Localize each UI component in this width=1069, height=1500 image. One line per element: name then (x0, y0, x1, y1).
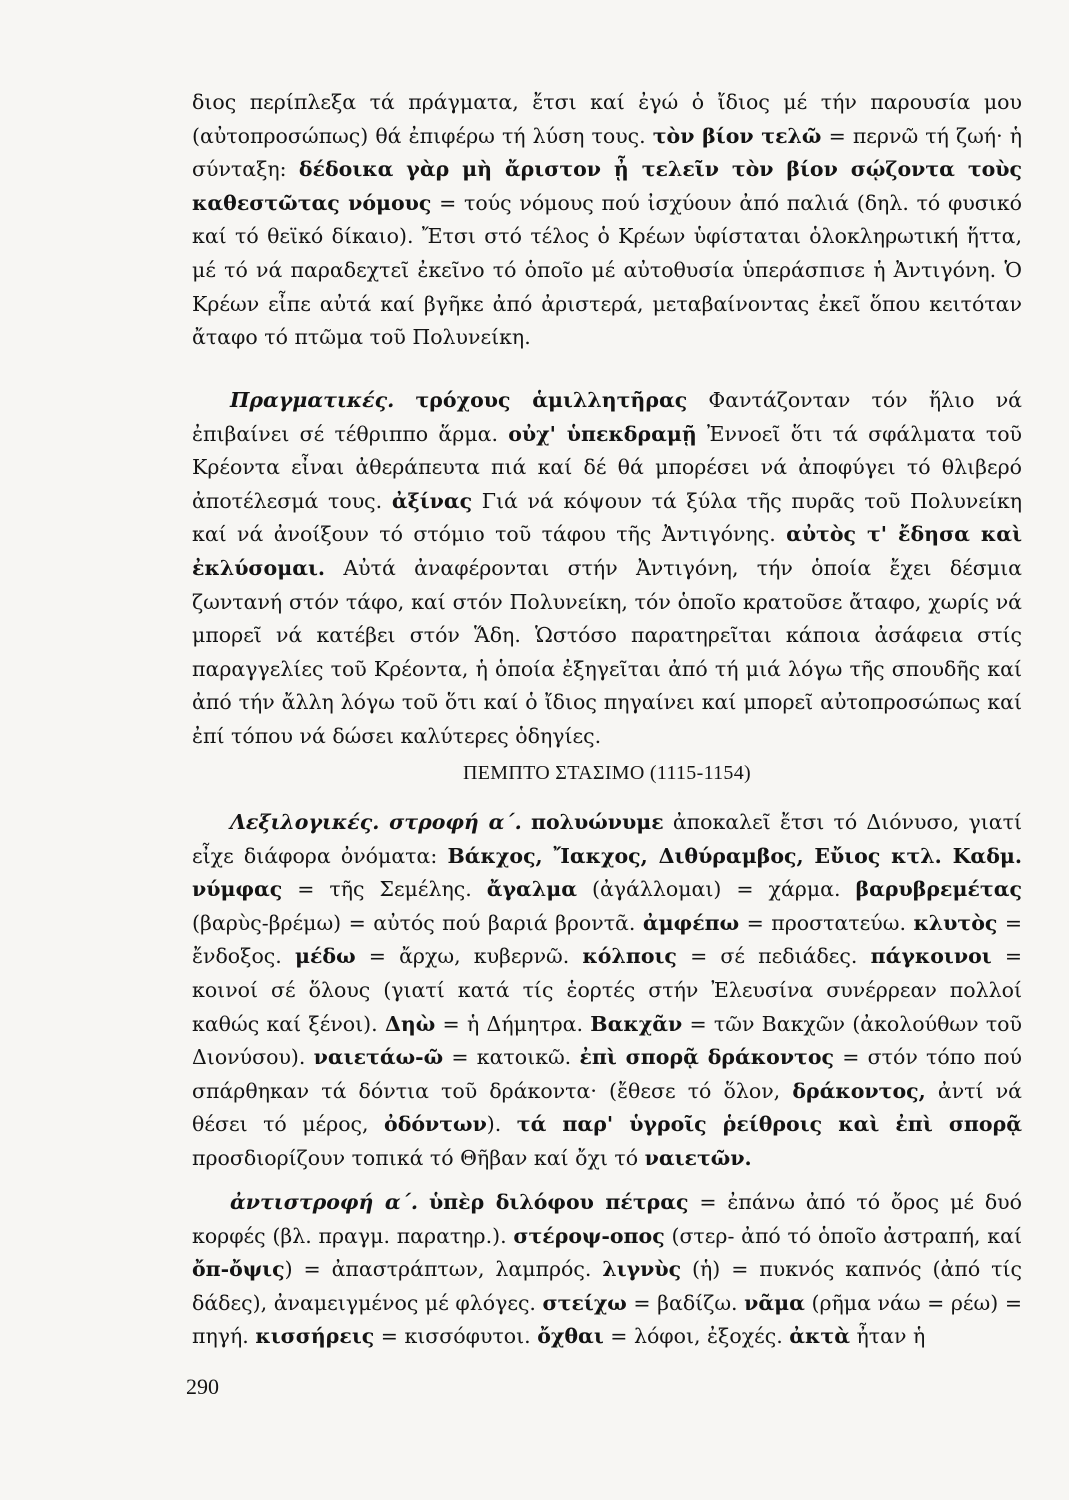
lemma-term: κόλποις (582, 944, 677, 969)
lemma-term: ὀδόντων (384, 1112, 487, 1137)
lemma-term: στέροψ-οπος (513, 1223, 665, 1248)
gloss-text: = ἄρχω, κυβερνῶ. (355, 944, 583, 969)
lemma-term: τρόχους ἁμιλλητῆρας (415, 388, 688, 412)
lemma-term: κλυτὸς (913, 910, 998, 935)
gloss-text: = στόν τόπο πού σπάρθηκαν τά δόντια τοῦ δράκοντα· (ἔθεσε τό ὅλον, (192, 1045, 1023, 1103)
gloss-text (394, 388, 415, 412)
gloss-text: = λόφοι, ἐξοχές. (603, 1324, 790, 1349)
lemma-term: ἐπὶ σπορᾷ δράκοντος (579, 1045, 835, 1070)
gloss-text: = τούς νόμους πού ἰσχύουν ἀπό παλιά (δηλ. τό φυσικό καί τό θεϊκό δίκαιο). Ἔτσι στό τέλος ὁ Κρέων ὑφίσταται ὁλοκληρωτική ἥττα, μέ τό νά παραδεχτεῖ ἐκεῖνο τό ὁποῖο μέ αὐτοθυσία ὑπεράσπισε ἡ Ἀντιγόνη. Ὁ Κρέων εἶπε αὐτά καί βγῆκε ἀπό ἀριστερά, μεταβαίνοντας ἐκεῖ ὅπου κειτόταν ἄταφο τό πτῶμα τοῦ Πολυνείκη. (192, 190, 1022, 350)
gloss-text: = τῶν Βακχῶν (ἀκολούθων τοῦ Διονύσου). (192, 1011, 1022, 1070)
gloss-text: (ρῆμα νάω = ρέω) = πηγή. (192, 1290, 1022, 1349)
section-label: ἀντιστροφή α΄. (230, 1190, 419, 1214)
lemma-term: νᾶμα (744, 1290, 805, 1315)
lemma-term: ἄγαλμα (486, 877, 577, 902)
gloss-text: = ἐπάνω ἀπό τό ὄρος μέ δυό κορφές (βλ. πραγμ. παρατηρ.). (192, 1190, 1022, 1248)
gloss-text: = προστατεύω. (739, 910, 914, 935)
lemma-term: ὄπ-ὄψις (192, 1257, 285, 1282)
section-heading: ΠΕΜΠΤΟ ΣΤΑΣΙΜΟ (1115-1154) (463, 762, 751, 784)
paragraph-pragmatikes (192, 384, 1022, 754)
lemma-term: ναιετάω-ῶ (313, 1045, 444, 1070)
lemma-term: ναιετῶν. (644, 1145, 752, 1170)
lemma-term: ἀμφέπω (642, 910, 740, 935)
section-label: Λεξιλογικές. στροφή α΄. (230, 810, 522, 834)
lemma-term: οὐχ' ὑπεκδραμῇ (508, 421, 697, 446)
gloss-text: (στερ- ἀπό τό ὁποῖο ἀστραπή, καί (664, 1223, 1023, 1248)
gloss-text: διος περίπλεξα τά πράγματα, ἔτσι καί ἐγώ ὁ ἴδιος μέ τήν παρουσία μου (αὐτοπροσώπως) θά ἐπιφέρω τή λύση τους. (192, 90, 1022, 148)
lemma-term: Βάκχος, Ἴακχος, Διθύραμβος, Εὔιος κτλ. Καδμ. νύμφας (192, 843, 1023, 902)
gloss-text: ). (486, 1112, 517, 1137)
gloss-text: = κισσόφυτοι. (374, 1324, 538, 1349)
gloss-text: = κατοικῶ. (443, 1045, 580, 1070)
lemma-term: Βακχᾶν (590, 1011, 683, 1036)
lemma-term: τά παρ' ὑγροῖς ῥείθροις καὶ ἐπὶ σπορᾷ (516, 1112, 1023, 1137)
lemma-term: πολυώνυμε (530, 810, 664, 834)
lemma-term: μέδω (294, 944, 356, 969)
gloss-text: = ἡ Δήμητρα. (435, 1011, 591, 1036)
gloss-text: (ἡ) = πυκνός καπνός (ἀπό τίς δάδες), ἀναμειγμένος μέ φλόγες. (192, 1257, 1022, 1315)
gloss-text (522, 810, 531, 834)
gloss-text (418, 1190, 429, 1214)
gloss-text: ἀποκαλεῖ ἔτσι τό Διόνυσο, γιατί εἶχε διάφορα ὀνόματα: (192, 810, 1022, 868)
gloss-text: (ἀγάλλομαι) = χάρμα. (577, 877, 856, 902)
lemma-term: αὐτὸς τ' ἔδησα καὶ ἐκλύσομαι. (192, 522, 1022, 580)
gloss-text: ἀντί νά θέσει τό μέρος, (192, 1078, 1022, 1137)
lemma-term: δράκοντος, (792, 1078, 926, 1103)
gloss-text: ἦταν ἡ (849, 1324, 926, 1349)
gloss-text: = περνῶ τή ζωή· ἡ σύνταξη: (192, 123, 1022, 182)
lemma-term: ἀκτὰ (789, 1324, 850, 1349)
lemma-term: στείχω (542, 1290, 627, 1315)
lemma-term: δέδοικα γὰρ μὴ ἄριστον ᾖ τελεῖν τὸν βίον σῴζοντα τοὺς καθεστῶτας νόμους (192, 157, 1023, 215)
gloss-text: Γιά νά κόψουν τά ξύλα τῆς πυρᾶς τοῦ Πολυνείκη καί νά ἀνοίξουν τό στόμιο τοῦ τάφου τῆς Ἀντιγόνης. (192, 488, 1022, 547)
lemma-term: πάγκοινοι (870, 944, 992, 969)
gloss-text: = τῆς Σεμέλης. (282, 877, 487, 902)
gloss-text: Ἐννοεῖ ὅτι τά σφάλματα τοῦ Κρέοντα εἶναι ἀθεράπευτα πιά καί δέ θά μπορέσει νά ἀποφύγει τό θλιβερό ἀποτέλεσμά τους. (192, 421, 1023, 513)
lemma-term: ὑπὲρ διλόφου πέτρας (428, 1190, 689, 1214)
gloss-text: ) = ἀπαστράπτων, λαμπρός. (284, 1257, 603, 1282)
gloss-text: = βαδίζω. (626, 1290, 745, 1315)
lemma-term: λιγνὺς (602, 1257, 682, 1282)
gloss-text: Αὐτά ἀναφέρονται στήν Ἀντιγόνη, τήν ὁποία ἔχει δέσμια ζωντανή στόν τάφο, καί στόν Πολυνείκη, τόν ὁποῖο κρατοῦσε ἄταφο, χωρίς νά μπορεῖ νά κατέβει στόν Ἅδη. Ὡστόσο παρατηρεῖται κάποια ἀσάφεια στίς παραγγελίες τοῦ Κρέοντα, ἡ ὁποία ἐξηγεῖται ἀπό τή μιά λόγω τῆς σπουδῆς καί ἀπό τήν ἄλλη λόγω τοῦ ὅτι καί ὁ ἴδιος πηγαίνει καί μπορεῖ αὐτοπροσώπως καί ἐπί τόπου νά δώσει καλύτερες ὁδηγίες. (192, 555, 1022, 748)
gloss-text: (βαρὺς-βρέμω) = αὐτός πού βαριά βροντᾶ. (192, 910, 643, 935)
gloss-text: προσδιορίζουν τοπικά τό Θῆβαν καί ὄχι τό (192, 1145, 645, 1170)
section-label: Πραγματικές. (230, 388, 395, 412)
gloss-text: = σέ πεδιάδες. (676, 944, 871, 969)
lemma-term: ἀξίνας (391, 488, 473, 513)
lemma-term: βαρυβρεμέτας (855, 877, 1022, 902)
gloss-text: = ἔνδοξος. (192, 910, 1022, 969)
paragraph-lexilogikes-strophe (192, 806, 1022, 1176)
lemma-term: Δηὼ (384, 1011, 436, 1036)
page-number: 290 (186, 1374, 219, 1399)
paragraph-creon-ending (192, 86, 1022, 355)
gloss-text: Φαντάζονταν τόν ἥλιο νά ἐπιβαίνει σέ τέθριππο ἅρμα. (192, 388, 1022, 446)
lemma-term: τὸν βίον τελῶ (652, 123, 822, 148)
gloss-text: = κοινοί σέ ὅλους (γιατί κατά τίς ἑορτές στήν Ἐλευσίνα συνέρρεαν πολλοί καθώς καί ξένοι). (192, 944, 1022, 1036)
paragraph-antistrophe (192, 1186, 1022, 1354)
lemma-term: ὄχθαι (537, 1324, 604, 1349)
lemma-term: κισσήρεις (255, 1324, 375, 1349)
